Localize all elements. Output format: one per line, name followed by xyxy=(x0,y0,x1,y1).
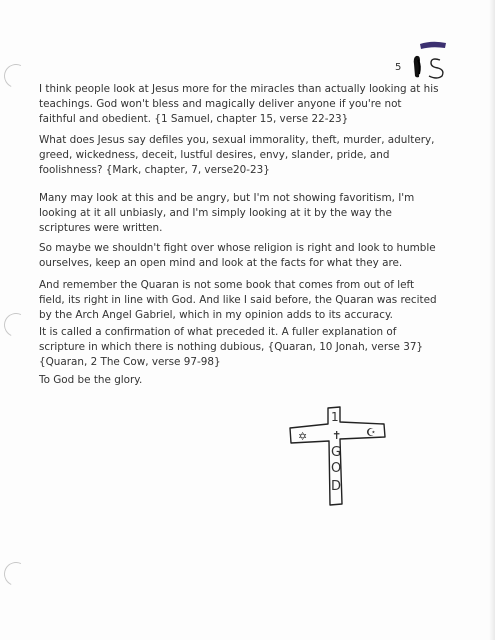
hand-drawn-cross xyxy=(288,404,398,514)
punch-hole-middle xyxy=(1,310,32,341)
small-cross-icon: ✝ xyxy=(332,429,342,442)
paragraph-6: It is called a confirmation of what preceded it. A fuller explanation of scripture in which there is nothing dubious, {Quaran, 10 Jonah, verse 37} {Quaran, 2 The Cow, verse 97-98} xyxy=(39,326,424,368)
paragraph-5: And remember the Quaran is not some book that comes from out of left field, its right in line with God. And like I said before, the Quaran was recited by the Arch Angel Gabriel, which in my opinion adds to its accuracy. xyxy=(39,279,437,321)
cross-letter-1: 1 xyxy=(331,410,339,424)
page-number: 5 xyxy=(395,62,402,73)
crescent-icon: ☪ xyxy=(366,426,376,439)
cross-letter-g: G xyxy=(331,445,342,460)
paragraph-7: To God be the glory. xyxy=(39,374,143,386)
handwritten-page-mark xyxy=(410,36,456,86)
cross-icon xyxy=(288,404,398,510)
paragraph-4: So maybe we shouldn't fight over whose religion is right and look to humble ourselves, keep an open mind and look at the facts for what they are. xyxy=(39,242,436,269)
page-edge-shadow xyxy=(489,0,495,640)
ink-mark-icon xyxy=(410,36,456,82)
cross-letter-d: D xyxy=(331,479,342,494)
star-of-david-icon: ✡ xyxy=(298,430,308,443)
punch-hole-bottom xyxy=(1,559,32,590)
punch-hole-top xyxy=(1,61,32,92)
paragraph-3: Many may look at this and be angry, but I'm not showing favoritism, I'm looking at it all unbiasly, and I'm simply looking at it by the way the scriptures were written. xyxy=(39,192,415,234)
paragraph-2: What does Jesus say defiles you, sexual immorality, theft, murder, adultery, greed, wickedness, deceit, lustful desires, envy, slander, pride, and foolishness? {Mark, chapter, 7, verse20-23} xyxy=(39,134,435,176)
paragraph-1: I think people look at Jesus more for the miracles than actually looking at his teachings. God won't bless and magically deliver anyone if you're not faithful and obedient. {1 Samuel, chapter 15, verse 22-23} xyxy=(39,83,439,125)
cross-letter-o: O xyxy=(331,461,342,476)
